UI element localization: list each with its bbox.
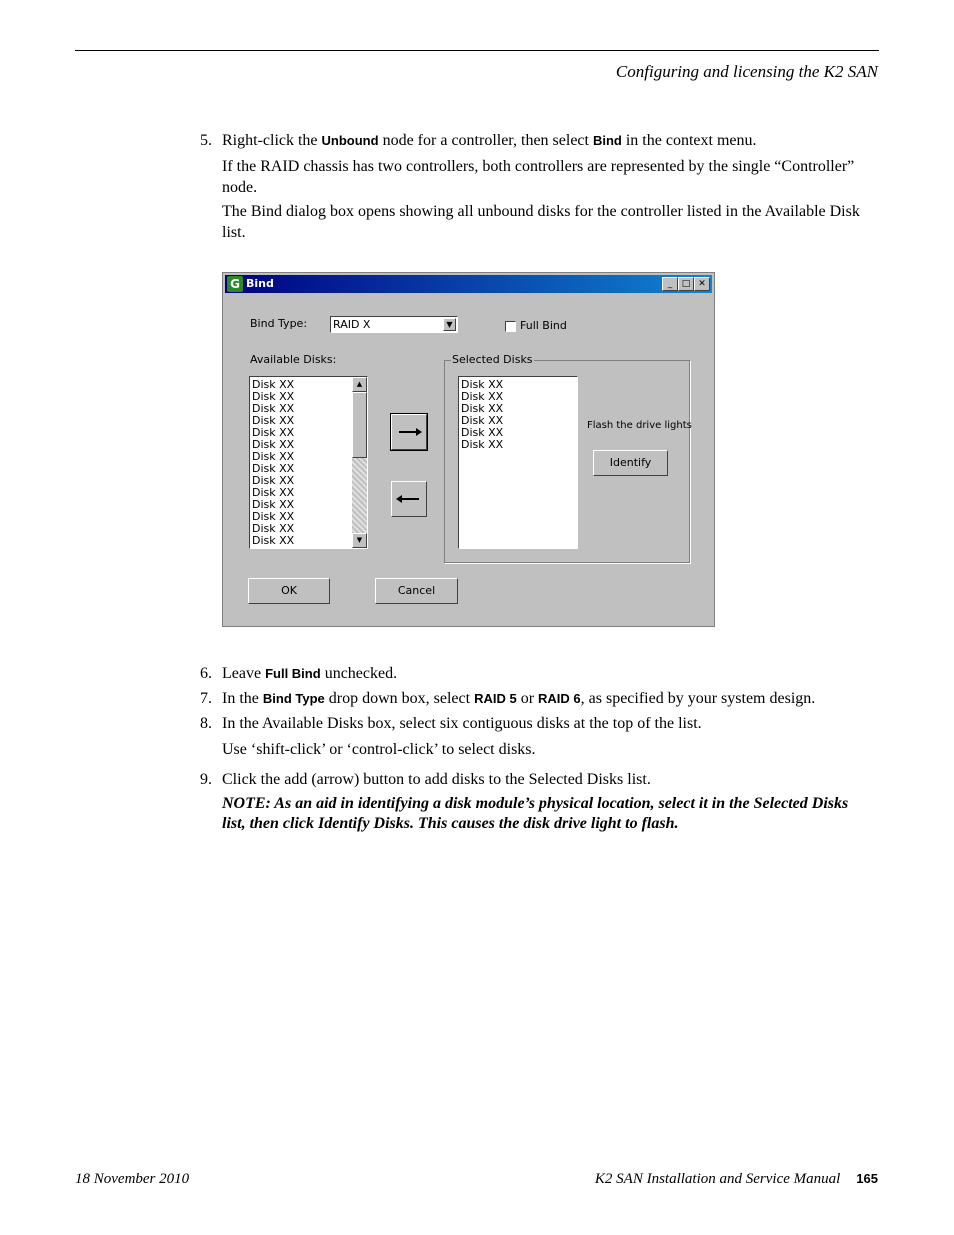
step-5-text: Right-click the Unbound node for a controller, then select Bind in the context menu.: [222, 132, 757, 149]
list-item[interactable]: Disk XX: [461, 402, 504, 415]
dialog-titlebar[interactable]: [225, 275, 712, 293]
step-5-number: 5.: [200, 132, 212, 149]
ui-raid-5: RAID 5: [474, 691, 517, 706]
list-item[interactable]: Disk XX: [461, 438, 504, 451]
list-item[interactable]: Disk XX: [252, 438, 295, 451]
scroll-up-icon[interactable]: ▲: [352, 377, 367, 392]
arrow-left-icon: [392, 482, 426, 516]
list-item[interactable]: Disk XX: [252, 522, 295, 535]
selected-disks-list[interactable]: [458, 376, 578, 549]
list-item[interactable]: Disk XX: [461, 390, 504, 403]
header-rule: [75, 50, 879, 51]
bind-type-label: Bind Type:: [250, 317, 308, 330]
list-item[interactable]: Disk XX: [252, 510, 295, 523]
note: NOTE: As an aid in identifying a disk module’s physical location, select it in the Selected Disks list, then click Identify Disks. This causes the disk drive light to flash.: [222, 795, 849, 832]
bind-dialog: [222, 272, 715, 627]
identify-button[interactable]: Identify: [593, 450, 668, 476]
ui-raid-6: RAID 6: [538, 691, 581, 706]
chevron-down-icon[interactable]: ▼: [443, 318, 456, 331]
step-6-number: 6.: [200, 665, 212, 682]
list-item[interactable]: Disk XX: [252, 486, 295, 499]
page-number: 165: [856, 1171, 878, 1186]
step-9-number: 9.: [200, 771, 212, 788]
step-8-text: In the Available Disks box, select six contiguous disks at the top of the list.: [222, 715, 702, 732]
app-icon: G: [227, 276, 243, 292]
scroll-thumb[interactable]: [352, 392, 367, 458]
ui-bind-type: Bind Type: [262, 691, 325, 706]
list-item[interactable]: Disk XX: [461, 414, 504, 427]
list-item[interactable]: Disk XX: [252, 414, 295, 427]
cancel-button[interactable]: Cancel: [375, 578, 458, 604]
selected-disks-label: Selected Disks: [452, 353, 533, 366]
ok-button[interactable]: OK: [248, 578, 330, 604]
bind-type-value: RAID X: [333, 318, 371, 331]
step-8-paragraph: Use ‘shift-click’ or ‘control-click’ to select disks.: [222, 741, 536, 758]
list-item[interactable]: Disk XX: [252, 498, 295, 511]
full-bind-checkbox[interactable]: [505, 321, 516, 332]
running-header: Configuring and licensing the K2 SAN: [615, 62, 878, 81]
list-item[interactable]: Disk XX: [252, 390, 295, 403]
ui-full-bind: Full Bind: [265, 666, 321, 681]
flash-drive-lights-label: Flash the drive lights: [587, 420, 692, 431]
minimize-icon[interactable]: _: [662, 277, 678, 291]
list-item[interactable]: Disk XX: [252, 450, 295, 463]
ui-bind: Bind: [592, 133, 622, 148]
scroll-down-icon[interactable]: ▼: [352, 533, 367, 548]
arrow-right-icon: [392, 415, 426, 449]
step-6-text: Leave Full Bind unchecked.: [222, 665, 398, 682]
step-7-number: 7.: [200, 690, 212, 707]
add-button[interactable]: [391, 414, 427, 450]
footer-date: 18 November 2010: [75, 1171, 190, 1187]
step-5-paragraph-a: If the RAID chassis has two controllers, both controllers are represented by the single “Controller” node.: [222, 158, 855, 196]
available-disks-scrollbar[interactable]: [352, 377, 367, 548]
list-item[interactable]: Disk XX: [252, 462, 295, 475]
list-item[interactable]: Disk XX: [461, 426, 504, 439]
step-7-text: In the Bind Type drop down box, select RAID 5 or RAID 6, as specified by your system design.: [222, 690, 816, 707]
bind-type-select[interactable]: [330, 316, 458, 333]
list-item[interactable]: Disk XX: [252, 426, 295, 439]
footer-manual-title: K2 SAN Installation and Service Manual: [594, 1171, 841, 1187]
list-item[interactable]: Disk XX: [461, 378, 504, 391]
full-bind-label: Full Bind: [520, 319, 567, 332]
available-disks-list[interactable]: [249, 376, 368, 549]
step-8-number: 8.: [200, 715, 212, 732]
ui-unbound: Unbound: [321, 133, 379, 148]
list-item[interactable]: Disk XX: [252, 402, 295, 415]
step-5-paragraph-b: The Bind dialog box opens showing all unbound disks for the controller listed in the Available Disk list.: [222, 203, 860, 241]
list-item[interactable]: Disk XX: [252, 534, 295, 547]
step-9-text: Click the add (arrow) button to add disks to the Selected Disks list.: [222, 771, 651, 788]
list-item[interactable]: Disk XX: [252, 474, 295, 487]
footer-right: [595, 1171, 878, 1188]
available-disks-label: Available Disks:: [250, 353, 337, 366]
close-icon[interactable]: ✕: [694, 277, 710, 291]
dialog-title: Bind: [246, 277, 274, 290]
remove-button[interactable]: [391, 481, 427, 517]
list-item[interactable]: Disk XX: [252, 378, 295, 391]
maximize-icon[interactable]: □: [678, 277, 694, 291]
